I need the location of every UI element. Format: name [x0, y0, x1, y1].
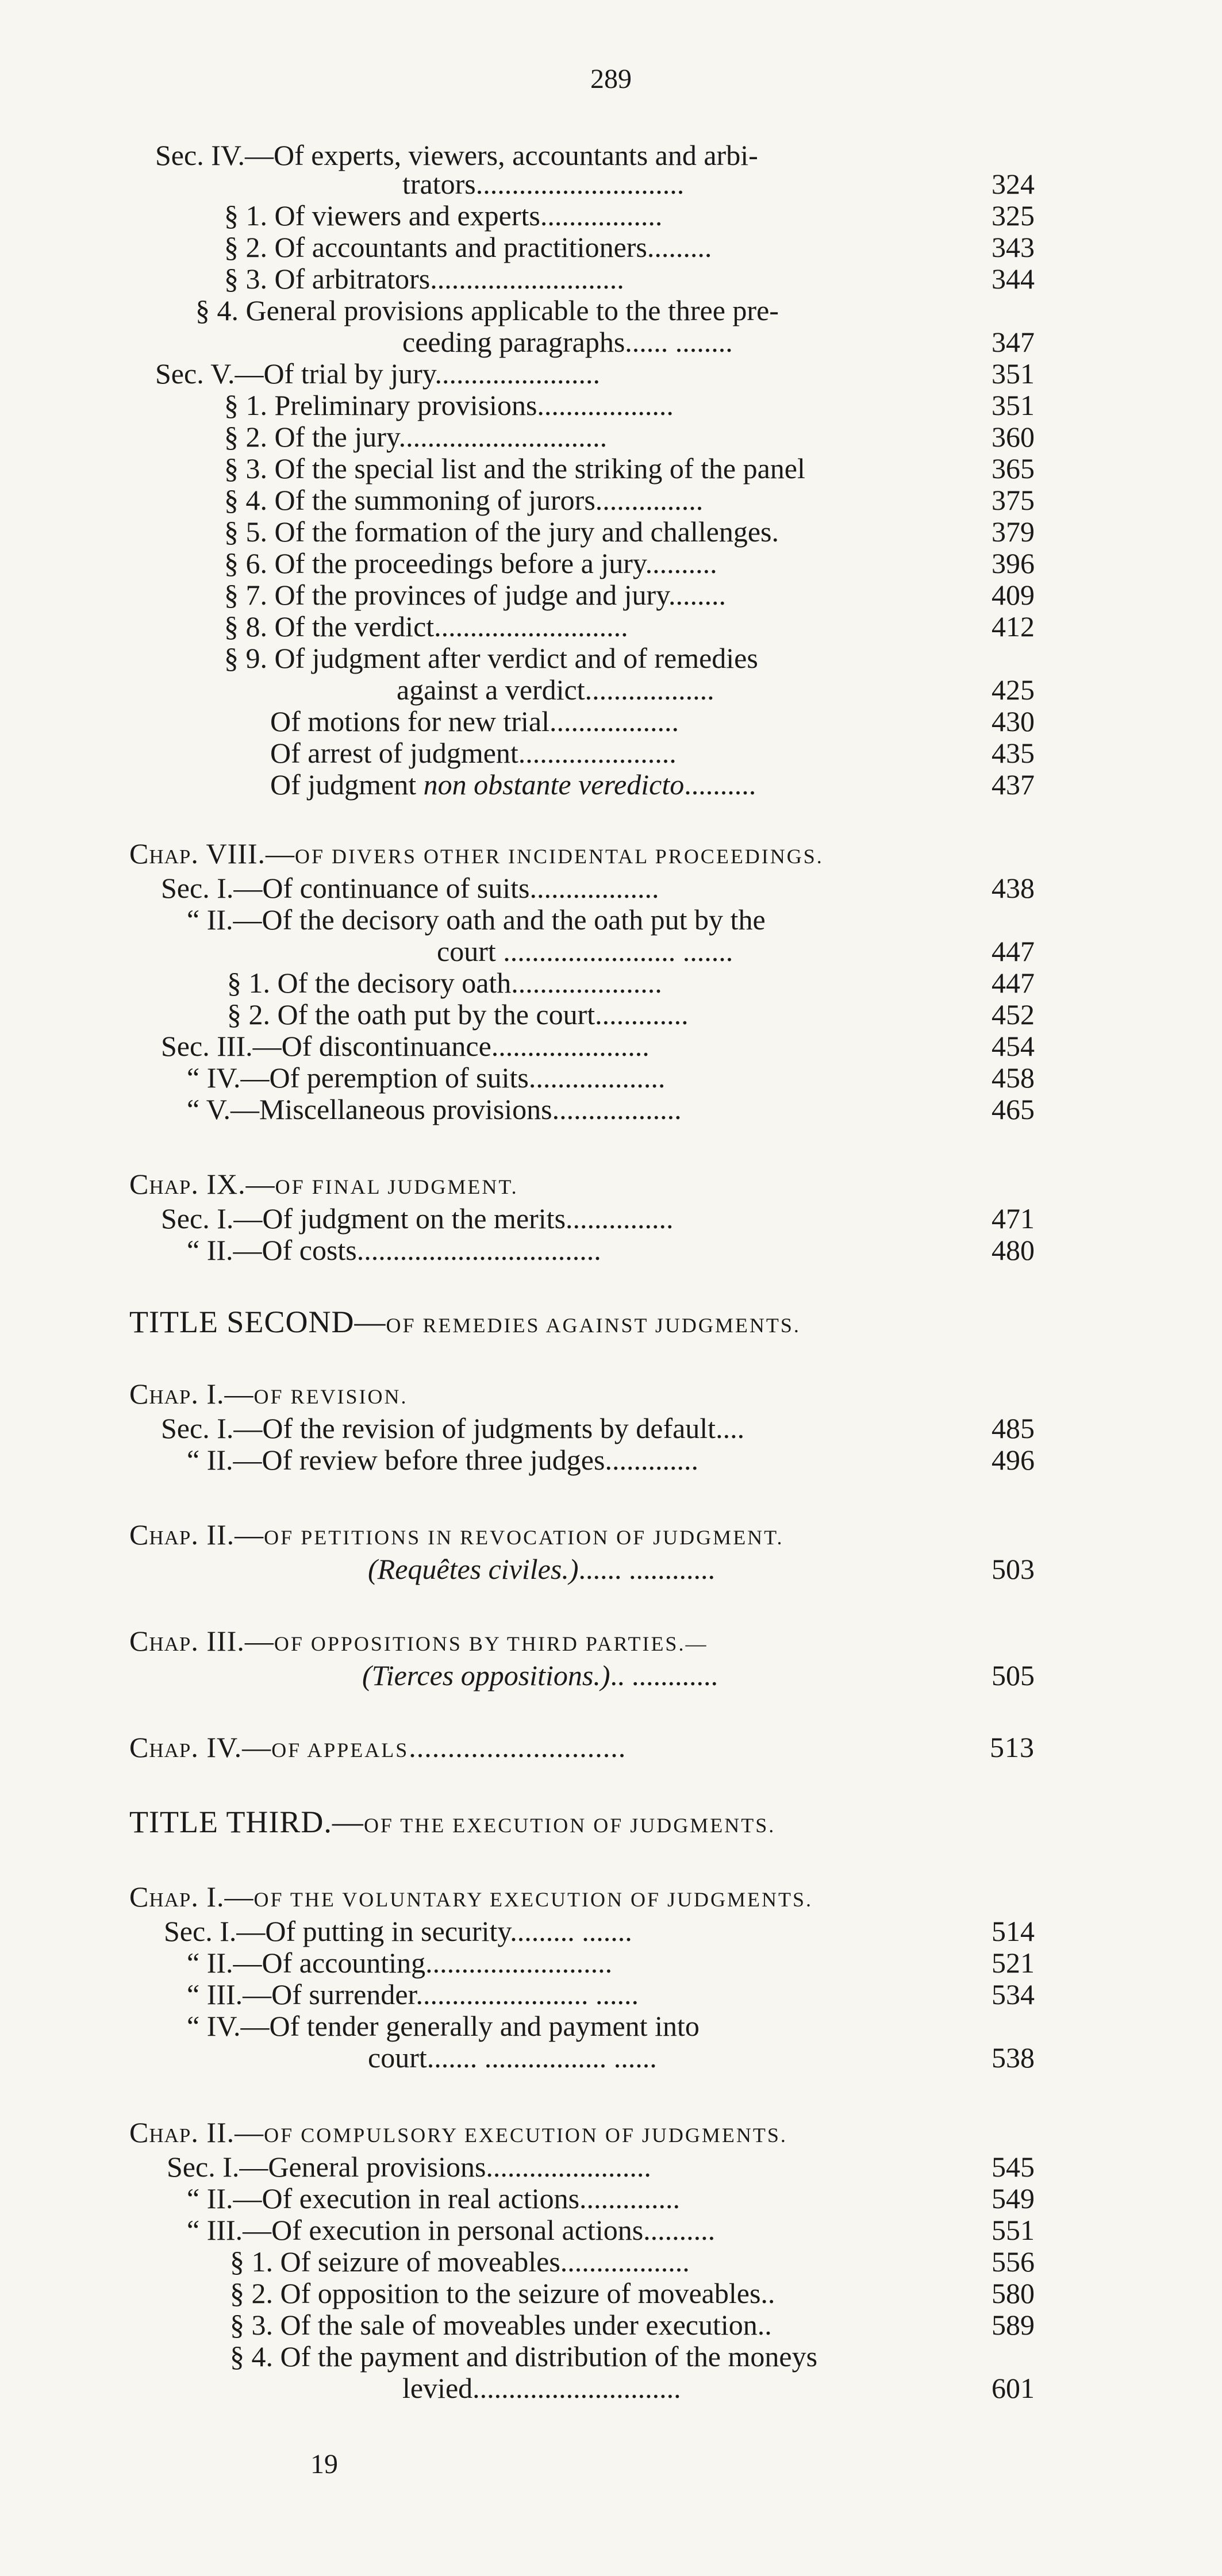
toc-entry-label	[187, 1443, 698, 1477]
page-ref: 551	[992, 2214, 1035, 2246]
entry-text: “ II.—Of the decisory oath and the oath put by the	[187, 903, 766, 936]
entry-text: Sec. III.—Of discontinuance......................	[161, 1030, 650, 1062]
toc-entry-label	[129, 1879, 813, 1917]
entry-text: “ III.—Of execution in personal actions..........	[187, 2214, 716, 2246]
page-ref: 452	[992, 998, 1035, 1031]
toc-entry	[129, 1305, 1035, 1349]
toc-entry-label	[195, 293, 779, 328]
page-ref: 485	[992, 1412, 1035, 1444]
entry-italic: non obstante veredicto	[423, 768, 685, 801]
toc-entry-label	[270, 704, 679, 739]
entry-text: § 4. Of the summoning of jurors...............	[224, 484, 704, 516]
toc-entry-label	[187, 2213, 715, 2247]
entry-text: § 9. Of judgment after verdict and of remedies	[224, 642, 758, 674]
toc-entry	[187, 1092, 1035, 1134]
entry-text: Sec. I.—Of putting in security......... .......	[164, 1915, 632, 1947]
toc-entry-label	[129, 1805, 775, 1843]
entry-text: “ II.—Of execution in real actions..............	[187, 2182, 681, 2214]
entry-heading: OF REVISION.	[253, 1385, 408, 1408]
entry-text: Chap. IX.—	[129, 1168, 275, 1200]
entry-text: court ........................ .......	[437, 935, 733, 967]
toc-entry-label	[129, 1167, 518, 1204]
entry-text: § 4. Of the payment and distribution of the moneys	[230, 2340, 818, 2373]
toc-entry-label	[167, 2150, 651, 2184]
page-ref: 343	[992, 231, 1035, 263]
page-ref: 375	[992, 484, 1035, 516]
page-ref: 545	[992, 2151, 1035, 2183]
entry-text: § 2. Of opposition to the seizure of moveables..	[230, 2277, 775, 2309]
entry-text: Chap. II.—	[129, 2116, 264, 2148]
entry-text: § 3. Of the sale of moveables under execution..	[230, 2309, 772, 2341]
entry-text: Chap. II.—	[129, 1518, 264, 1551]
toc-entry-label	[397, 672, 714, 707]
toc-entry-label	[224, 483, 703, 517]
page-ref: 505	[992, 1659, 1035, 1691]
page-ref: 471	[992, 1202, 1035, 1235]
toc-entry-label	[129, 1517, 784, 1555]
page-ref: 538	[992, 2041, 1035, 2074]
entry-text: trators.............................	[402, 168, 685, 200]
entry-text: Chap. I.—	[129, 1378, 254, 1410]
entry-italic: (Tierces oppositions.)	[362, 1659, 610, 1691]
toc-entry-label	[155, 356, 600, 391]
entry-text: “ IV.—Of tender generally and payment into	[187, 2010, 700, 2042]
toc-entry-label	[164, 1914, 632, 1948]
toc-entry	[368, 2040, 1035, 2082]
entry-leader: ...... ............	[578, 1553, 715, 1585]
toc-entry-label	[187, 1233, 601, 1267]
toc-entry-label	[161, 1411, 744, 1445]
toc-entry-label	[224, 451, 805, 486]
entry-text: Sec. I.—General provisions.......................	[167, 2151, 651, 2183]
toc-entry-label	[224, 230, 712, 264]
page-ref: 496	[992, 1444, 1035, 1476]
entry-text: Of motions for new trial..................	[270, 705, 679, 737]
entry-text: Sec. V.—Of trial by jury.......................	[155, 357, 601, 390]
toc-entry-label	[129, 1624, 708, 1661]
entry-text: Of judgment	[270, 768, 424, 801]
page-ref: 412	[992, 610, 1035, 643]
entry-text: against a verdict..................	[397, 674, 714, 706]
page-ref: 589	[992, 2309, 1035, 2341]
entry-leader: .. ............	[610, 1659, 718, 1691]
toc-entry-label	[230, 2276, 775, 2310]
toc-entry-label	[437, 934, 733, 968]
toc-entry-label	[227, 966, 662, 1000]
toc-entry	[129, 1730, 1035, 1775]
toc-entry-label	[224, 514, 779, 549]
toc-entry-label	[187, 1977, 639, 2012]
entry-text: § 3. Of arbitrators...........................	[224, 263, 624, 295]
toc-entry-label	[270, 767, 756, 802]
toc-entry-label	[129, 1305, 801, 1343]
entry-text: § 1. Of the decisory oath.....................	[227, 967, 662, 999]
entry-heading: OF PETITIONS IN REVOCATION OF JUDGMENT.	[264, 1526, 784, 1549]
entry-text: “ II.—Of costs..................................	[187, 1234, 601, 1266]
page-ref: 513	[990, 1731, 1035, 1763]
entry-text: § 6. Of the proceedings before a jury..........	[224, 547, 717, 579]
page-ref: 534	[992, 1978, 1035, 2010]
page-ref: 556	[992, 2246, 1035, 2278]
toc-entry-label	[224, 609, 628, 644]
entry-text: § 4. General provisions applicable to the three pre-	[195, 294, 779, 326]
entry-leader: ..........	[684, 768, 756, 801]
page-ref: 465	[992, 1093, 1035, 1125]
entry-heading: OF FINAL JUDGMENT.	[275, 1175, 518, 1198]
signature-mark: 19	[310, 2449, 338, 2479]
entry-text: “ V.—Miscellaneous provisions..................	[187, 1093, 682, 1125]
page-ref: 396	[992, 547, 1035, 579]
page-ref: 360	[992, 421, 1035, 453]
page-ref: 351	[992, 389, 1035, 421]
page-ref: 437	[992, 768, 1035, 801]
entry-text: Chap. VIII.—	[129, 837, 295, 870]
toc-entry-label	[187, 902, 766, 937]
entry-heading: OF REMEDIES AGAINST JUDGMENTS.	[386, 1314, 801, 1337]
toc-entry	[187, 1233, 1035, 1275]
page-ref: 347	[992, 326, 1035, 358]
entry-text: ceeding paragraphs...... ........	[402, 326, 733, 358]
toc-entry-label	[224, 578, 726, 612]
entry-text: court....... ................. ......	[368, 2041, 657, 2074]
toc-entry-label	[230, 2339, 817, 2374]
page-ref: 601	[992, 2372, 1035, 2404]
toc-entry-label	[224, 388, 674, 422]
page-ref: 521	[992, 1947, 1035, 1979]
page-ref: 365	[992, 452, 1035, 485]
entry-text: “ IV.—Of peremption of suits...................	[187, 1062, 666, 1094]
entry-text: levied.............................	[402, 2372, 681, 2404]
entry-text: TITLE SECOND—	[129, 1305, 386, 1339]
entry-text: Chap. IV.—	[129, 1731, 272, 1763]
entry-text: Chap. III.—	[129, 1625, 274, 1657]
toc-entry-label	[224, 641, 758, 675]
toc-entry-label	[224, 420, 607, 454]
page-ref: 514	[992, 1915, 1035, 1947]
entry-text: Sec. I.—Of continuance of suits..................	[161, 872, 659, 904]
page-ref: 480	[992, 1234, 1035, 1266]
page-ref: 458	[992, 1062, 1035, 1094]
page-ref: 409	[992, 579, 1035, 611]
entry-text: § 1. Of seizure of moveables..................	[230, 2246, 690, 2278]
entry-heading: OF OPPOSITIONS BY THIRD PARTIES.—	[274, 1632, 708, 1655]
page-ref: 549	[992, 2182, 1035, 2214]
toc-entry-label	[161, 871, 659, 905]
toc-entry-label	[362, 1658, 718, 1693]
toc-entry-label	[227, 997, 689, 1032]
toc-entry-label	[187, 1060, 665, 1095]
page-ref: 503	[992, 1553, 1035, 1585]
page-ref: 438	[992, 872, 1035, 904]
entry-text: § 3. Of the special list and the striking of the panel	[224, 452, 805, 485]
toc-entry	[368, 1552, 1035, 1594]
toc-entry-label	[224, 262, 624, 296]
toc-entry	[402, 2371, 1035, 2413]
toc-entry	[270, 767, 1035, 809]
toc-entry-label	[187, 2009, 700, 2043]
toc-entry-label	[224, 198, 662, 233]
toc-entry-label	[129, 1377, 408, 1414]
page-ref: 430	[992, 705, 1035, 737]
entry-text: TITLE THIRD.—	[129, 1805, 364, 1839]
entry-heading: OF COMPULSORY EXECUTION OF JUDGMENTS.	[264, 2124, 787, 2147]
toc-entry	[362, 1658, 1035, 1700]
page-ref: 580	[992, 2277, 1035, 2309]
entry-leader: ............................	[409, 1731, 627, 1763]
page-ref: 344	[992, 263, 1035, 295]
toc-entry-label	[187, 1092, 682, 1126]
toc-entry-label	[270, 736, 677, 770]
entry-text: § 2. Of the jury.............................	[224, 421, 608, 453]
entry-heading: OF THE VOLUNTARY EXECUTION OF JUDGMENTS.	[253, 1888, 813, 1911]
toc-entry-label	[129, 1730, 626, 1767]
entry-text: Sec. I.—Of judgment on the merits...............	[161, 1202, 674, 1235]
entry-text: § 1. Preliminary provisions...................	[224, 389, 674, 421]
toc-entry-label	[224, 546, 717, 580]
toc-entry-label	[187, 2181, 680, 2216]
entry-heading: OF DIVERS OTHER INCIDENTAL PROCEEDINGS.	[295, 845, 824, 868]
entry-heading: OF APPEALS	[271, 1739, 409, 1762]
toc-entry-label	[129, 2115, 787, 2152]
entry-text: Sec. IV.—Of experts, viewers, accountants and arbi-	[155, 139, 758, 171]
toc-entry-label	[187, 1946, 612, 1980]
entry-italic: (Requêtes civiles.)	[368, 1553, 579, 1585]
toc-entry-label	[230, 2308, 772, 2342]
entry-text: § 2. Of accountants and practitioners.........	[224, 231, 712, 263]
toc-entry-label	[402, 2371, 681, 2405]
entry-text: § 8. Of the verdict...........................	[224, 610, 628, 643]
toc-entry-label	[368, 1552, 715, 1586]
entry-text: § 2. Of the oath put by the court.............	[227, 998, 689, 1031]
toc-entry-label	[368, 2040, 657, 2075]
page-number: 289	[590, 64, 632, 94]
page-ref: 425	[992, 674, 1035, 706]
entry-text: § 7. Of the provinces of judge and jury........	[224, 579, 726, 611]
page-ref: 454	[992, 1030, 1035, 1062]
toc-entry	[187, 1443, 1035, 1485]
entry-text: Sec. I.—Of the revision of judgments by default....	[161, 1412, 745, 1444]
entry-text: Chap. I.—	[129, 1881, 254, 1913]
page-ref: 447	[992, 935, 1035, 967]
entry-text: “ II.—Of accounting..........................	[187, 1947, 613, 1979]
entry-text: “ II.—Of review before three judges.............	[187, 1444, 698, 1476]
toc-entry-label	[402, 167, 684, 201]
page-ref: 324	[992, 168, 1035, 200]
toc-entry-label	[129, 836, 824, 874]
toc-entry-label	[161, 1201, 674, 1236]
entry-text: Of arrest of judgment......................	[270, 737, 677, 769]
toc-entry-label	[402, 325, 733, 359]
entry-heading: OF THE EXECUTION OF JUDGMENTS.	[363, 1814, 776, 1837]
page-ref: 325	[992, 199, 1035, 232]
entry-text: § 5. Of the formation of the jury and challenges.	[224, 516, 779, 548]
toc-entry	[129, 1805, 1035, 1850]
entry-text: § 1. Of viewers and experts.................	[224, 199, 663, 232]
page-ref: 435	[992, 737, 1035, 769]
entry-text: “ III.—Of surrender........................ ......	[187, 1978, 639, 2010]
toc-entry-label	[161, 1029, 650, 1063]
page-ref: 379	[992, 516, 1035, 548]
page-ref: 447	[992, 967, 1035, 999]
page-ref: 351	[992, 357, 1035, 390]
toc-entry-label	[230, 2244, 690, 2279]
